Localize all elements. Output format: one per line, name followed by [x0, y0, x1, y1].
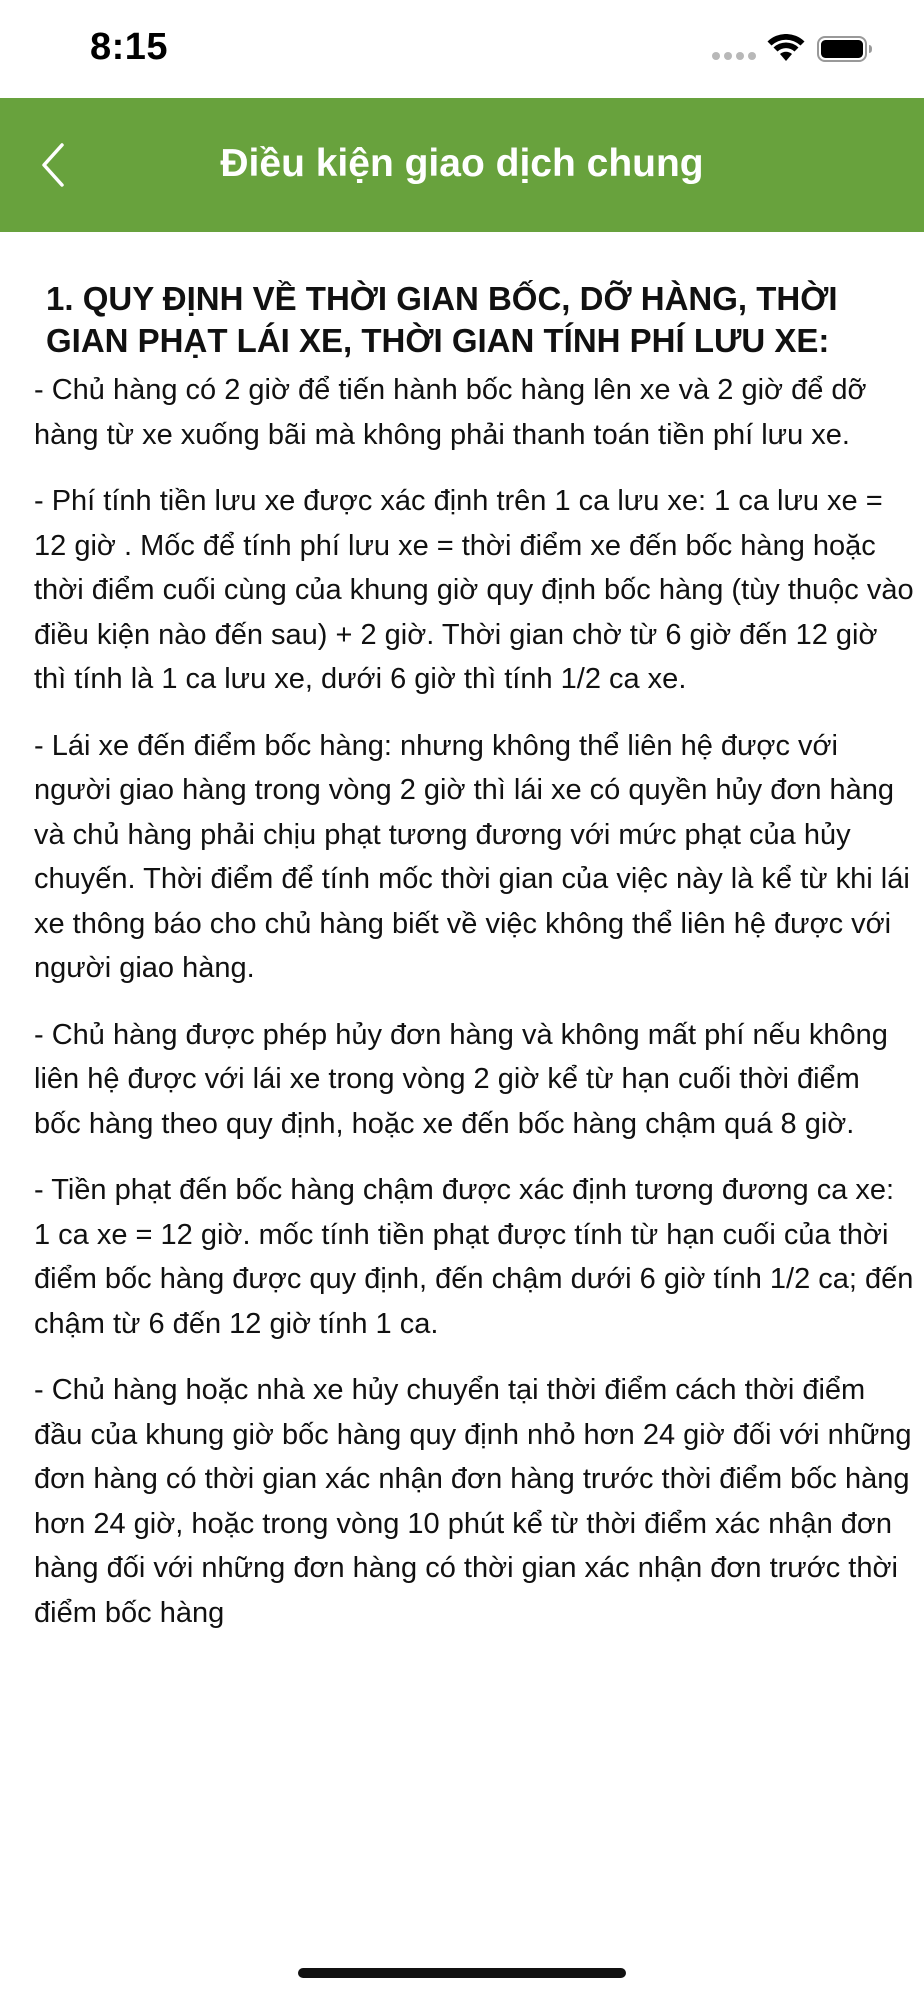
- wifi-icon: [766, 34, 806, 64]
- status-bar: [0, 0, 924, 98]
- page-title: Điều kiện giao dịch chung: [220, 142, 704, 185]
- home-indicator[interactable]: [298, 1968, 626, 1978]
- status-time: 8:15: [90, 26, 169, 68]
- section-heading: 1. QUY ĐỊNH VỀ THỜI GIAN BỐC, DỠ HÀNG, THỜI GIAN PHẠT LÁI XE, THỜI GIAN TÍNH PHÍ LƯU XE:: [46, 280, 838, 359]
- terms-paragraph: - Lái xe đến điểm bốc hàng: nhưng không thể liên hệ được với người giao hàng trong vòng 2 giờ thì lái xe có quyền hủy đơn hàng và chủ hàng phải chịu phạt tương đương với mức phạt của hủy chuyến. Thời điểm để tính mốc thời gian của việc này là kể từ khi lái xe thông báo cho chủ hàng biết về việc không thể liên hệ được với người giao hàng.: [34, 729, 910, 984]
- battery-icon: [817, 36, 873, 62]
- terms-content[interactable]: [0, 232, 924, 1844]
- terms-paragraph: - Phí tính tiền lưu xe được xác định trên 1 ca lưu xe: 1 ca lưu xe = 12 giờ . Mốc để tính phí lưu xe = thời điểm xe đến bốc hàng hoặc thời điểm cuối cùng của khung giờ quy định bốc hàng (tùy thuộc vào điều kiện nào đến sau) + 2 giờ. Thời gian chờ từ 6 giờ đến 12 giờ thì tính là 1 ca lưu xe, dưới 6 giờ thì tính 1/2 ca xe.: [34, 485, 914, 695]
- terms-paragraph: - Chủ hàng được phép hủy đơn hàng và không mất phí nếu không liên hệ được với lái xe trong vòng 2 giờ kể từ hạn cuối thời điểm bốc hàng theo quy định, hoặc xe đến bốc hàng chậm quá 8 giờ.: [34, 1018, 888, 1140]
- terms-paragraph: - Tiền phạt đến bốc hàng chậm được xác định tương đương ca xe: 1 ca xe = 12 giờ. mốc tính tiền phạt được tính từ hạn cuối của thời điểm bốc hàng được quy định, đến chậm dưới 6 giờ tính 1/2 ca; đến chậm từ 6 đến 12 giờ tính 1 ca.: [34, 1174, 914, 1340]
- nav-bar: [0, 98, 924, 232]
- signal-dots-icon: [712, 52, 756, 60]
- terms-paragraph: - Chủ hàng có 2 giờ để tiến hành bốc hàng lên xe và 2 giờ để dỡ hàng từ xe xuống bãi mà không phải thanh toán tiền phí lưu xe.: [34, 374, 867, 451]
- terms-paragraph: - Chủ hàng hoặc nhà xe hủy chuyển tại thời điểm cách thời điểm đầu của khung giờ bốc hàng quy định nhỏ hơn 24 giờ đối với những đơn hàng có thời gian xác nhận đơn hàng trước thời điểm bốc hàng hơn 24 giờ, hoặc trong vòng 10 phút kể từ thời điểm xác nhận đơn hàng đối với những đơn hàng có thời gian xác nhận đơn trước thời điểm bốc hàng: [34, 1374, 912, 1629]
